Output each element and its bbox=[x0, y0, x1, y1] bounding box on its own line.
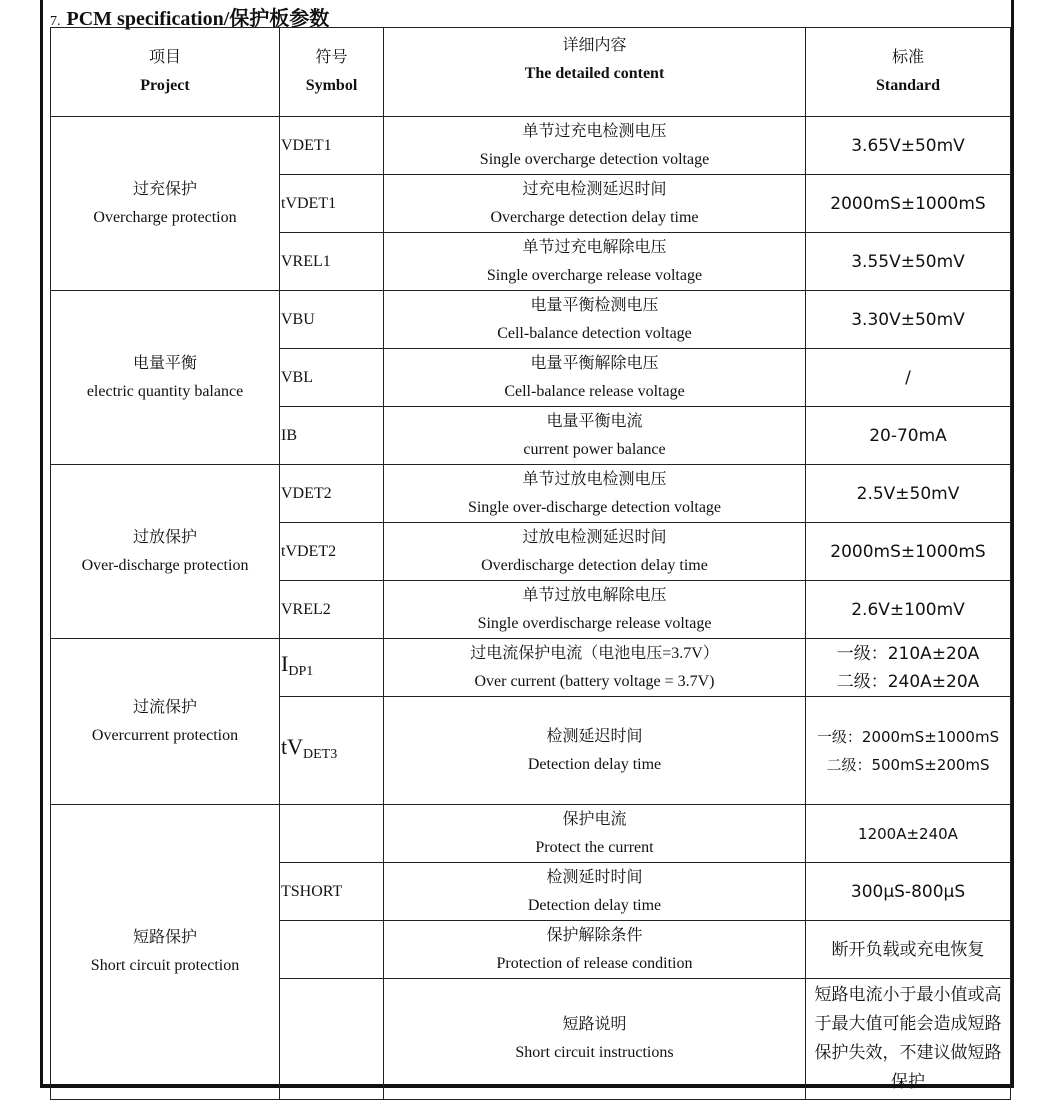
standard-cell: 3.55V±50mV bbox=[806, 233, 1011, 291]
standard-cell: 300μS-800μS bbox=[806, 863, 1011, 921]
section-number: 7. bbox=[50, 14, 61, 29]
group-short-circuit: 短路保护 Short circuit protection bbox=[51, 805, 280, 1100]
standard-cell: 2000mS±1000mS bbox=[806, 175, 1011, 233]
symbol-cell: VBU bbox=[280, 291, 384, 349]
symbol-cell bbox=[280, 921, 384, 979]
header-symbol: 符号 Symbol bbox=[280, 28, 384, 117]
standard-cell: 2.5V±50mV bbox=[806, 465, 1011, 523]
standard-cell: 3.30V±50mV bbox=[806, 291, 1011, 349]
symbol-cell: $I_{DP1}$ bbox=[280, 639, 384, 697]
table-row bbox=[51, 291, 1011, 349]
table-header-row bbox=[51, 28, 1011, 117]
content-cell: 单节过充电解除电压 Single overcharge release voltage bbox=[384, 233, 806, 291]
content-cell: 保护电流 Protect the current bbox=[384, 805, 806, 863]
content-cell: 检测延迟时间 Detection delay time bbox=[384, 697, 806, 805]
content-cell: 过放电检测延迟时间 Overdischarge detection delay time bbox=[384, 523, 806, 581]
table-row bbox=[51, 117, 1011, 175]
symbol-cell: VBL bbox=[280, 349, 384, 407]
content-cell: 过电流保护电流（电池电压=3.7V） Over current (battery voltage = 3.7V) bbox=[384, 639, 806, 697]
symbol-cell: VDET1 bbox=[280, 117, 384, 175]
header-detailed-content: 详细内容 The detailed content bbox=[384, 28, 806, 117]
symbol-cell: tVDET2 bbox=[280, 523, 384, 581]
content-cell: 短路说明 Short circuit instructions bbox=[384, 979, 806, 1100]
header-project: 项目 Project bbox=[51, 28, 280, 117]
standard-cell: 2000mS±1000mS bbox=[806, 523, 1011, 581]
symbol-cell: VDET2 bbox=[280, 465, 384, 523]
table-row bbox=[51, 465, 1011, 523]
content-cell: 电量平衡检测电压 Cell-balance detection voltage bbox=[384, 291, 806, 349]
standard-cell: 短路电流小于最小值或高 于最大值可能会造成短路 保护失效，不建议做短路 保护 bbox=[806, 979, 1011, 1100]
standard-cell: 20-70mA bbox=[806, 407, 1011, 465]
symbol-cell: IB bbox=[280, 407, 384, 465]
symbol-cell bbox=[280, 805, 384, 863]
content-cell: 单节过放电检测电压 Single over-discharge detection voltage bbox=[384, 465, 806, 523]
header-standard: 标准 Standard bbox=[806, 28, 1011, 117]
content-cell: 电量平衡电流 current power balance bbox=[384, 407, 806, 465]
standard-cell: 2.6V±100mV bbox=[806, 581, 1011, 639]
symbol-cell: VREL1 bbox=[280, 233, 384, 291]
content-cell: 单节过充电检测电压 Single overcharge detection voltage bbox=[384, 117, 806, 175]
content-cell: 单节过放电解除电压 Single overdischarge release voltage bbox=[384, 581, 806, 639]
standard-cell: 一级：210A±20A 二级：240A±20A bbox=[806, 639, 1011, 697]
group-balance: 电量平衡 electric quantity balance bbox=[51, 291, 280, 465]
symbol-cell: VREL2 bbox=[280, 581, 384, 639]
symbol-cell: TSHORT bbox=[280, 863, 384, 921]
table-row bbox=[51, 639, 1011, 697]
standard-cell: 1200A±240A bbox=[806, 805, 1011, 863]
pcm-spec-table bbox=[50, 27, 1011, 1100]
content-cell: 电量平衡解除电压 Cell-balance release voltage bbox=[384, 349, 806, 407]
symbol-cell bbox=[280, 979, 384, 1100]
group-overcharge: 过充保护 Overcharge protection bbox=[51, 117, 280, 291]
standard-cell: 3.65V±50mV bbox=[806, 117, 1011, 175]
standard-cell: / bbox=[806, 349, 1011, 407]
symbol-cell: tVDET1 bbox=[280, 175, 384, 233]
content-cell: 检测延时时间 Detection delay time bbox=[384, 863, 806, 921]
standard-cell: 一级：2000mS±1000mS 二级：500mS±200mS bbox=[806, 697, 1011, 805]
group-overcurrent: 过流保护 Overcurrent protection bbox=[51, 639, 280, 805]
section-title: PCM specification/保护板参数 bbox=[66, 8, 330, 30]
standard-cell: 断开负载或充电恢复 bbox=[806, 921, 1011, 979]
content-cell: 保护解除条件 Protection of release condition bbox=[384, 921, 806, 979]
content-cell: 过充电检测延迟时间 Overcharge detection delay time bbox=[384, 175, 806, 233]
group-overdischarge: 过放保护 Over-discharge protection bbox=[51, 465, 280, 639]
symbol-cell: $tV_{DET3}$ bbox=[280, 697, 384, 805]
table-row bbox=[51, 805, 1011, 863]
